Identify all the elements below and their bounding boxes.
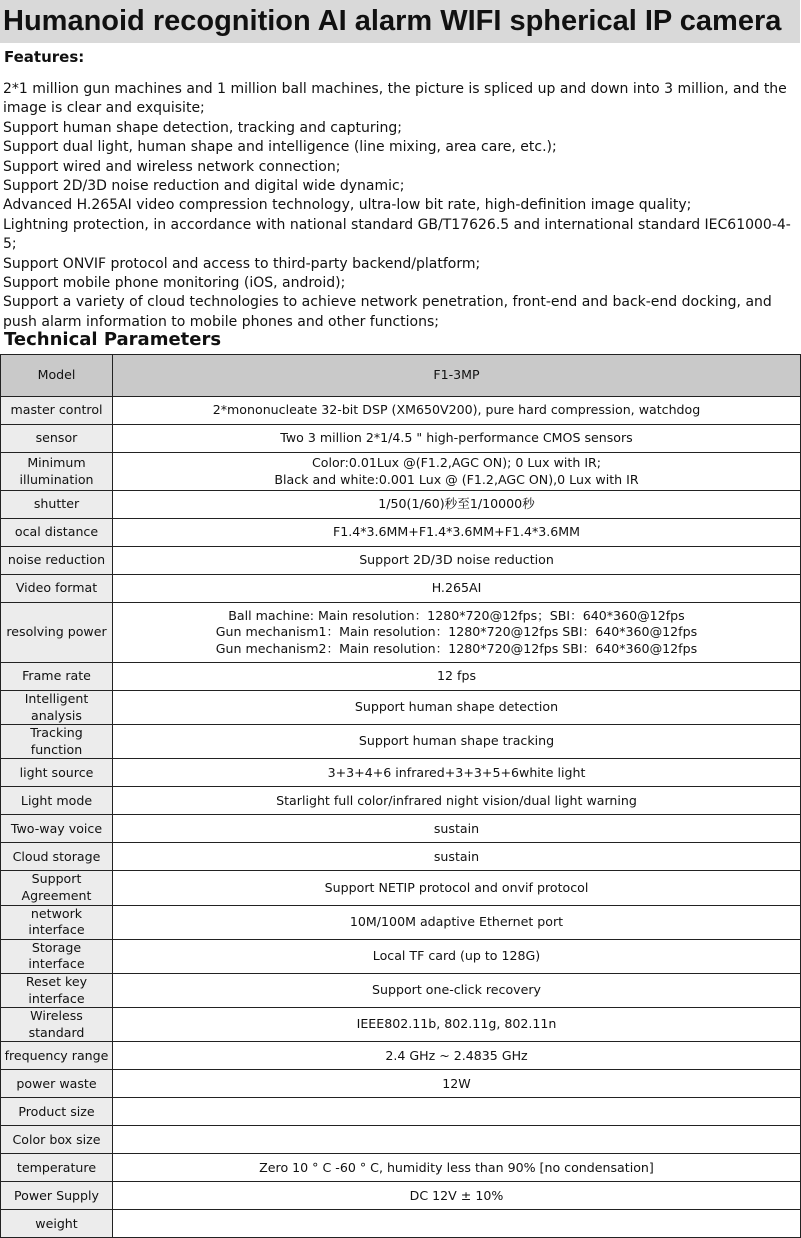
table-row xyxy=(1,397,801,425)
table-header-row xyxy=(1,355,801,397)
row-label: Product size xyxy=(1,1098,113,1126)
table-row xyxy=(1,725,801,759)
tech-params-heading: Technical Parameters xyxy=(4,329,222,350)
row-value xyxy=(113,1098,801,1126)
row-value: sustain xyxy=(113,815,801,843)
table-row xyxy=(1,787,801,815)
row-label: Light mode xyxy=(1,787,113,815)
model-label: Model xyxy=(1,355,113,397)
row-label: ocal distance xyxy=(1,519,113,547)
row-label: network interface xyxy=(1,905,113,939)
table-row xyxy=(1,1182,801,1210)
row-value: Ball machine: Main resolution：1280*720@12fps；SBI：640*360@12fps Gun mechanism1：Main resolution：1280*720@12fps SBI：640*360@12fps Gun mechanism2：Main resolution：1280*720@12fps SBI：640*360@12fps xyxy=(113,603,801,663)
row-value: H.265AI xyxy=(113,575,801,603)
page-title: Humanoid recognition AI alarm WIFI spherical IP camera xyxy=(0,0,800,43)
row-label: Cloud storage xyxy=(1,843,113,871)
row-value: 12W xyxy=(113,1070,801,1098)
table-row xyxy=(1,425,801,453)
row-value: Two 3 million 2*1/4.5 " high-performance CMOS sensors xyxy=(113,425,801,453)
row-value: Support human shape tracking xyxy=(113,725,801,759)
params-table xyxy=(0,354,801,1238)
row-value: 1/50(1/60)秒至1/10000秒 xyxy=(113,491,801,519)
row-label: master control xyxy=(1,397,113,425)
row-value: Starlight full color/infrared night vision/dual light warning xyxy=(113,787,801,815)
feature-item: Lightning protection, in accordance with national standard GB/T17626.5 and international standard IEC61000-4-5; xyxy=(3,216,791,253)
table-row xyxy=(1,453,801,491)
row-value: Support NETIP protocol and onvif protocol xyxy=(113,871,801,905)
row-value xyxy=(113,1126,801,1154)
row-value: Support one-click recovery xyxy=(113,973,801,1007)
table-row xyxy=(1,575,801,603)
row-value: 10M/100M adaptive Ethernet port xyxy=(113,905,801,939)
table-row xyxy=(1,1070,801,1098)
row-label: resolving power xyxy=(1,603,113,663)
feature-item: Support mobile phone monitoring (iOS, android); xyxy=(3,275,346,292)
model-value: F1-3MP xyxy=(113,355,801,397)
table-row xyxy=(1,1210,801,1238)
row-value: Support 2D/3D noise reduction xyxy=(113,547,801,575)
row-label: Support Agreement xyxy=(1,871,113,905)
row-value: 12 fps xyxy=(113,663,801,691)
table-row xyxy=(1,1098,801,1126)
row-value: 3+3+4+6 infrared+3+3+5+6white light xyxy=(113,759,801,787)
feature-item: Support ONVIF protocol and access to third-party backend/platform; xyxy=(3,255,481,272)
row-value: F1.4*3.6MM+F1.4*3.6MM+F1.4*3.6MM xyxy=(113,519,801,547)
row-label: Tracking function xyxy=(1,725,113,759)
row-label: temperature xyxy=(1,1154,113,1182)
row-label: Intelligent analysis xyxy=(1,691,113,725)
table-row xyxy=(1,547,801,575)
row-label: power waste xyxy=(1,1070,113,1098)
table-row xyxy=(1,691,801,725)
feature-item: Support 2D/3D noise reduction and digital wide dynamic; xyxy=(3,178,405,195)
feature-item: Support dual light, human shape and intelligence (line mixing, area care, etc.); xyxy=(3,139,557,156)
row-label: frequency range xyxy=(1,1042,113,1070)
table-row xyxy=(1,1042,801,1070)
row-value: 2*mononucleate 32-bit DSP (XM650V200), pure hard compression, watchdog xyxy=(113,397,801,425)
row-value xyxy=(113,1210,801,1238)
table-row xyxy=(1,663,801,691)
row-value: Support human shape detection xyxy=(113,691,801,725)
table-row xyxy=(1,871,801,905)
row-label: Reset key interface xyxy=(1,973,113,1007)
table-row xyxy=(1,905,801,939)
row-value: sustain xyxy=(113,843,801,871)
row-label: Minimum illumination xyxy=(1,453,113,491)
table-row xyxy=(1,815,801,843)
row-label: weight xyxy=(1,1210,113,1238)
feature-item: Advanced H.265AI video compression technology, ultra-low bit rate, high-definition image quality; xyxy=(3,197,692,214)
row-label: Storage interface xyxy=(1,939,113,973)
feature-item: Support wired and wireless network connection; xyxy=(3,158,341,175)
row-value: IEEE802.11b, 802.11g, 802.11n xyxy=(113,1008,801,1042)
table-row xyxy=(1,491,801,519)
row-label: Video format xyxy=(1,575,113,603)
table-row xyxy=(1,1126,801,1154)
row-label: sensor xyxy=(1,425,113,453)
table-row xyxy=(1,843,801,871)
table-row xyxy=(1,1008,801,1042)
table-row xyxy=(1,973,801,1007)
feature-item: Support human shape detection, tracking and capturing; xyxy=(3,119,402,136)
table-row xyxy=(1,603,801,663)
table-row xyxy=(1,759,801,787)
table-row xyxy=(1,519,801,547)
row-label: Frame rate xyxy=(1,663,113,691)
row-label: light source xyxy=(1,759,113,787)
row-value: 2.4 GHz ~ 2.4835 GHz xyxy=(113,1042,801,1070)
table-row xyxy=(1,939,801,973)
row-value: Color:0.01Lux @(F1.2,AGC ON); 0 Lux with IR; Black and white:0.001 Lux @ (F1.2,AGC ON),0 Lux with IR xyxy=(113,453,801,491)
row-label: Two-way voice xyxy=(1,815,113,843)
row-label: Color box size xyxy=(1,1126,113,1154)
features-heading: Features: xyxy=(4,48,85,66)
table-row xyxy=(1,1154,801,1182)
features-list xyxy=(3,80,799,332)
feature-item: 2*1 million gun machines and 1 million ball machines, the picture is spliced up and down into 3 million, and the image is clear and exquisite; xyxy=(3,81,787,117)
row-label: Wireless standard xyxy=(1,1008,113,1042)
row-value: Local TF card (up to 128G) xyxy=(113,939,801,973)
feature-item: Support a variety of cloud technologies to achieve network penetration, front-end and back-end docking, and push alarm information to mobile phones and other functions; xyxy=(3,294,772,330)
row-value: Zero 10 ° C -60 ° C, humidity less than 90% [no condensation] xyxy=(113,1154,801,1182)
row-value: DC 12V ± 10% xyxy=(113,1182,801,1210)
row-label: shutter xyxy=(1,491,113,519)
row-label: Power Supply xyxy=(1,1182,113,1210)
row-label: noise reduction xyxy=(1,547,113,575)
